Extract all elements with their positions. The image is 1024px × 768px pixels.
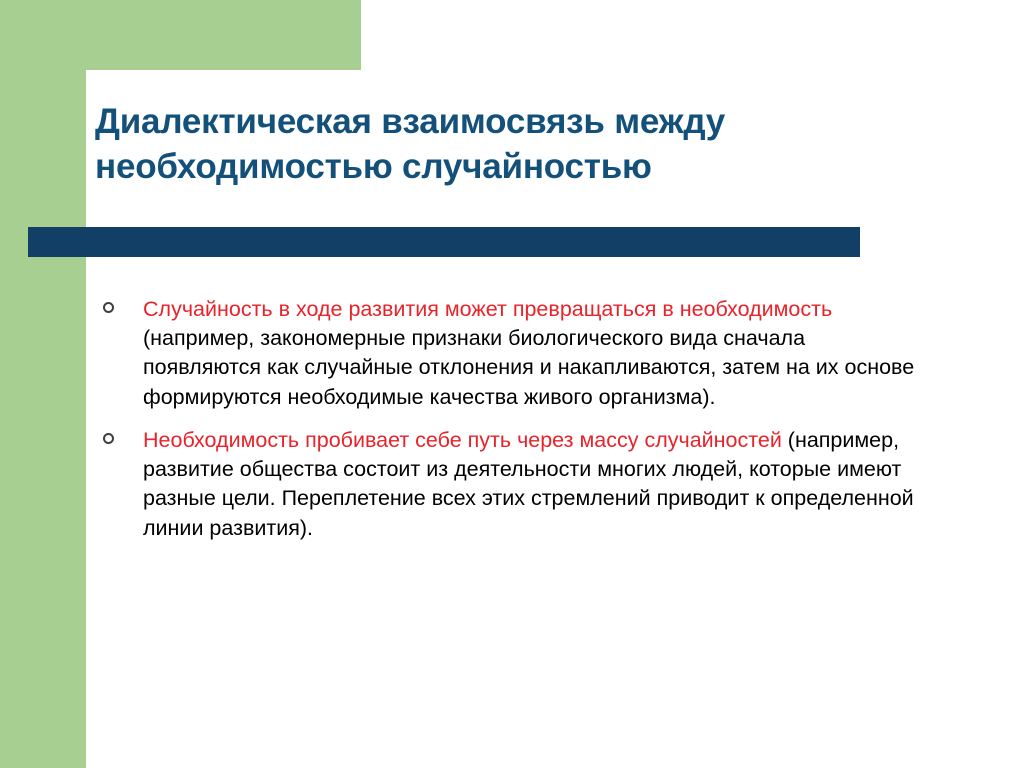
list-item-highlight: Необходимость пробивает себе путь через массу случайностей: [143, 427, 782, 452]
bullet-circle-icon: [103, 433, 114, 444]
list-item-text: (например, развитие общества состоит из деятельности многих людей, которые имеют разные цели. Переплетение всех этих стремлений приводит к определенной линии развития).: [143, 427, 914, 540]
bullet-circle-icon: [103, 302, 114, 313]
top-green-block: [86, 0, 361, 70]
list-item: [95, 295, 925, 412]
list-item-highlight: Случайность в ходе развития может превращаться в необходимость: [143, 297, 833, 321]
navy-divider-bar: [28, 227, 860, 257]
page-title: Диалектическая взаимосвязь между необходимостью случайностью: [95, 102, 726, 186]
left-green-panel: [0, 0, 86, 768]
bullet-list: [95, 295, 925, 557]
list-item: [95, 426, 925, 543]
list-item-text: (например, закономерные признаки биологического вида сначала появляются как случайные отклонения и накапливаются, затем на их основе формируются необходимые качества живого организма).: [143, 326, 915, 409]
